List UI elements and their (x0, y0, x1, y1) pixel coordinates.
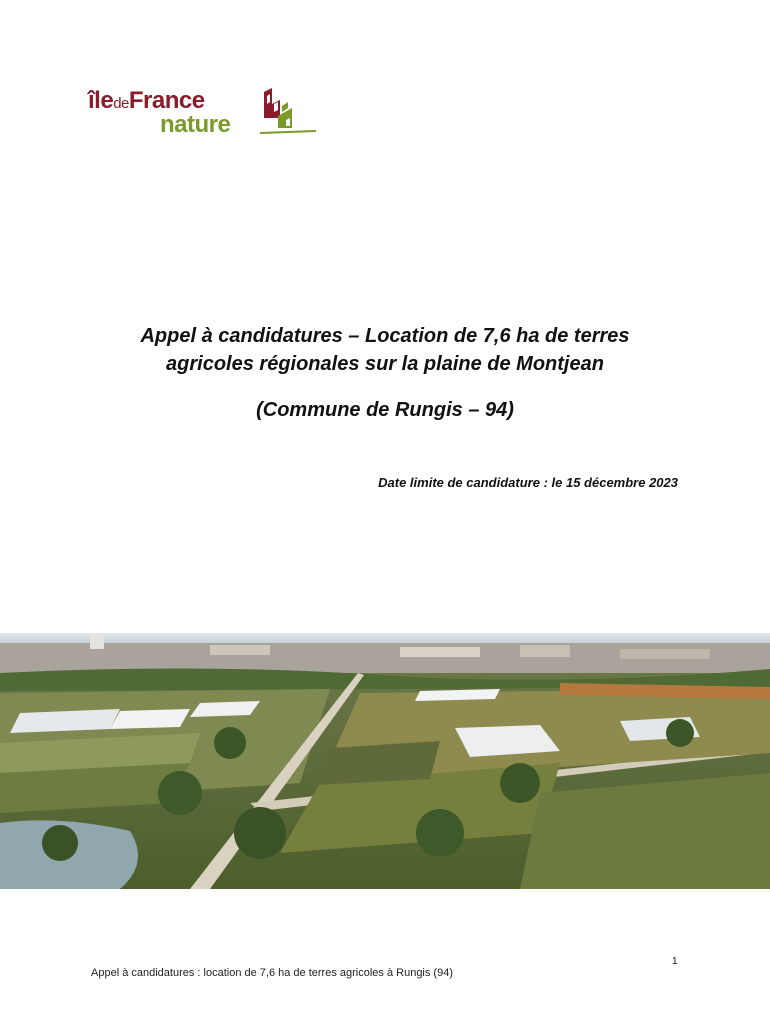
logo-wordmark-bottom: nature (160, 111, 231, 138)
logo-wordmark-top: îledeFrance (88, 87, 205, 114)
title-line-1: Appel à candidatures – Location de 7,6 ha de terres (140, 325, 630, 347)
aerial-farmland-illustration (0, 633, 770, 889)
document-title (60, 322, 710, 378)
document-subtitle: (Commune de Rungis – 94) (256, 399, 514, 421)
title-line-2: agricoles régionales sur la plaine de Montjean (166, 353, 604, 375)
application-deadline: Date limite de candidature : le 15 décembre 2023 (378, 475, 678, 490)
aerial-farmland-photo (0, 633, 770, 889)
page-number: 1 (672, 956, 678, 967)
logo-building-mark-icon (258, 88, 318, 140)
ile-de-france-nature-logo (88, 86, 318, 140)
page-footer: Appel à candidatures : location de 7,6 ha de terres agricoles à Rungis (94) (91, 967, 453, 979)
